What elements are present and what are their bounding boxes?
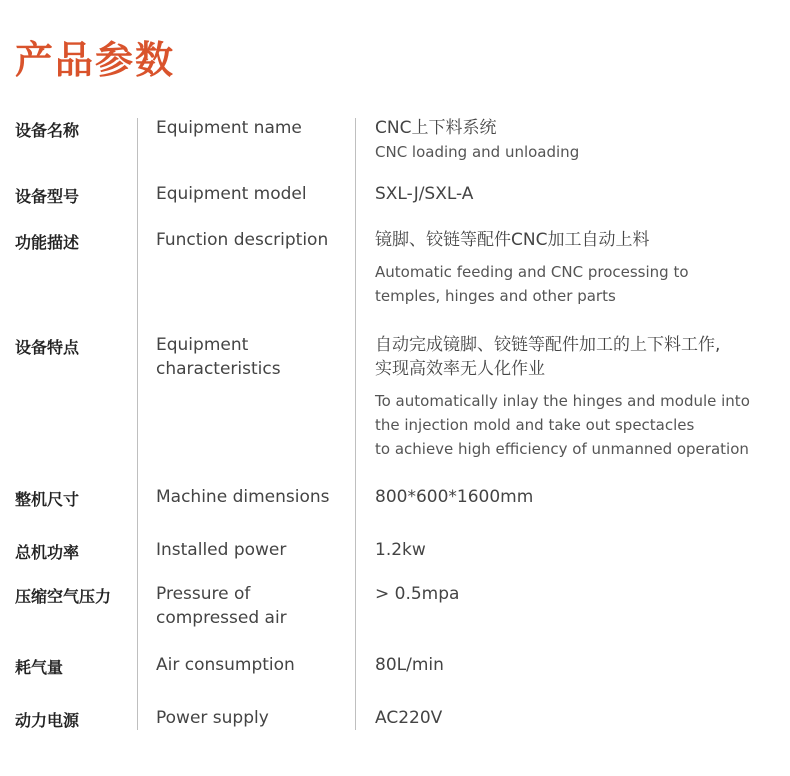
spec-value xyxy=(375,653,444,677)
spec-value xyxy=(375,582,459,606)
spec-label-en xyxy=(156,653,295,677)
spec-label-en-line: Equipment xyxy=(156,335,249,355)
spec-value-line: 镜脚、铰链等配件CNC加工自动上料 xyxy=(375,230,650,250)
spec-value-english-line: to achieve high efficiency of unmanned operation xyxy=(375,440,749,458)
spec-value xyxy=(375,333,750,461)
spec-label-cn: 动力电源 xyxy=(15,711,80,730)
page-title: 产品参数 xyxy=(15,38,176,82)
spec-label-en-line: Equipment model xyxy=(156,184,307,204)
spec-label-en-line: characteristics xyxy=(156,359,281,379)
spec-value-english-line: the injection mold and take out spectacles xyxy=(375,416,695,434)
spec-value-english-line: temples, hinges and other parts xyxy=(375,287,616,305)
spec-value xyxy=(375,706,442,730)
spec-value-line: 实现高效率无人化作业 xyxy=(375,359,545,379)
spec-value xyxy=(375,485,533,509)
spec-value-line: SXL-J/SXL-A xyxy=(375,184,474,204)
spec-value-line: AC220V xyxy=(375,708,443,728)
spec-value xyxy=(375,182,473,206)
spec-value xyxy=(375,538,426,562)
spec-label-cn: 设备特点 xyxy=(15,338,80,357)
spec-label-en xyxy=(156,538,286,562)
spec-label-cn: 设备名称 xyxy=(15,121,80,140)
spec-value-line: 1.2kw xyxy=(375,540,426,560)
spec-label-en xyxy=(156,182,307,206)
spec-value-line: 80L/min xyxy=(375,655,444,675)
spec-value-english-line: Automatic feeding and CNC processing to xyxy=(375,263,689,281)
column-divider-right xyxy=(355,118,356,730)
spec-value-line: CNC上下料系统 xyxy=(375,118,497,138)
column-divider-left xyxy=(137,118,138,730)
spec-label-en-line: Equipment name xyxy=(156,118,302,138)
spec-label-cn: 整机尺寸 xyxy=(15,490,80,509)
spec-value xyxy=(375,228,689,308)
spec-value-english-line: To automatically inlay the hinges and module into xyxy=(375,392,750,410)
spec-label-en-line: Installed power xyxy=(156,540,287,560)
spec-value-line: 自动完成镜脚、铰链等配件加工的上下料工作, xyxy=(375,335,721,355)
spec-value-line: 800*600*1600mm xyxy=(375,487,534,507)
spec-label-en-line: Power supply xyxy=(156,708,269,728)
spec-value xyxy=(375,116,579,164)
spec-label-en-line: Machine dimensions xyxy=(156,487,330,507)
spec-label-en xyxy=(156,333,281,381)
spec-label-cn: 压缩空气压力 xyxy=(15,587,112,606)
spec-label-en xyxy=(156,582,287,630)
spec-label-cn: 功能描述 xyxy=(15,233,80,252)
spec-label-cn: 耗气量 xyxy=(15,658,64,677)
spec-label-en-line: compressed air xyxy=(156,608,287,628)
spec-label-en-line: Pressure of xyxy=(156,584,251,604)
spec-value-english-line: CNC loading and unloading xyxy=(375,143,580,161)
spec-label-cn: 设备型号 xyxy=(15,187,80,206)
spec-label-en-line: Air consumption xyxy=(156,655,295,675)
spec-label-cn: 总机功率 xyxy=(15,543,80,562)
spec-label-en xyxy=(156,706,269,730)
spec-value-line: > 0.5mpa xyxy=(375,584,460,604)
spec-label-en xyxy=(156,228,328,252)
spec-label-en xyxy=(156,116,302,140)
spec-label-en-line: Function description xyxy=(156,230,329,250)
spec-label-en xyxy=(156,485,330,509)
